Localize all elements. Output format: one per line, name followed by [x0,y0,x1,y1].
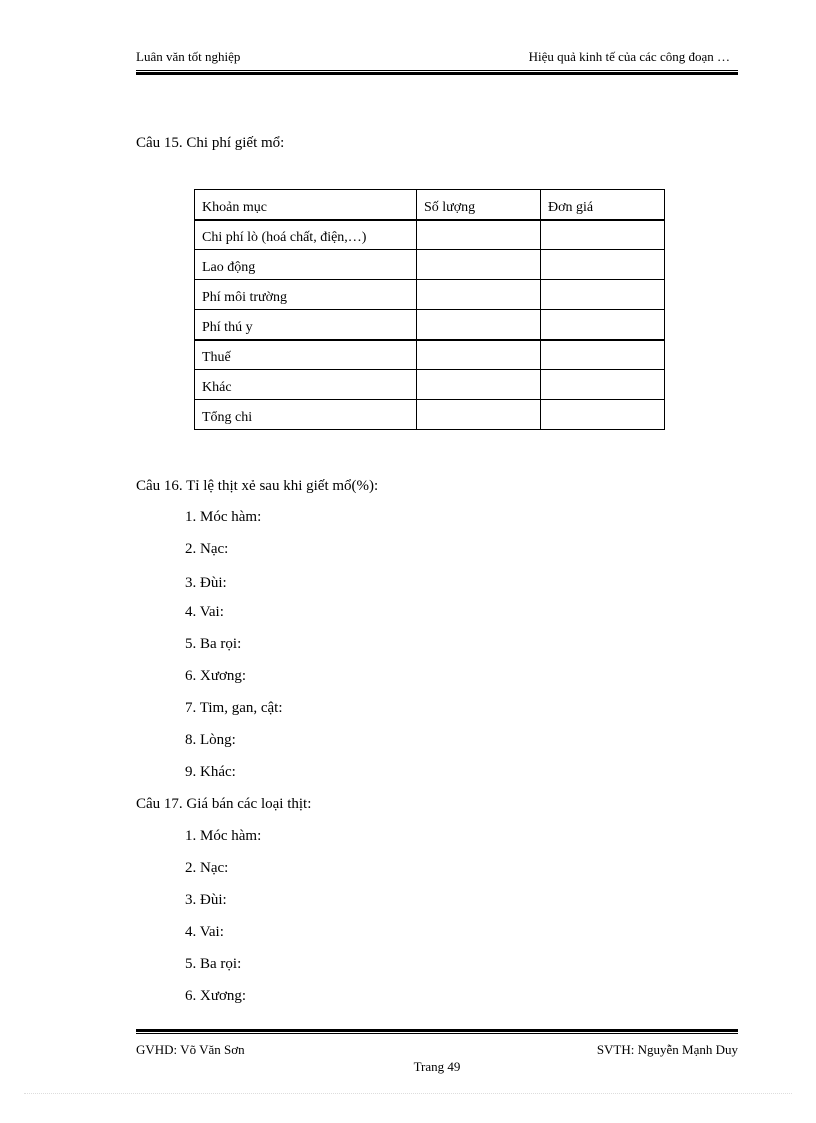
list-item: 6. Xương: [185,988,247,1004]
page-edge [24,1093,792,1094]
header-rule [136,70,738,75]
quantity-cell [417,340,541,370]
quantity-cell [417,280,541,310]
question-17-title: Câu 17. Giá bán các loại thịt: [136,796,312,812]
footer-advisor: GVHD: Võ Văn Sơn [136,1042,245,1057]
question-15-title: Câu 15. Chi phí giết mổ: [136,135,285,151]
table-row [195,250,665,280]
table-row [195,220,665,250]
unit-price-cell [541,280,665,310]
row-label: Phí môi trường [195,280,417,310]
list-item: 7. Tim, gan, cật: [185,700,283,716]
list-item: 4. Vai: [185,604,224,620]
cost-table [194,189,665,430]
table-row [195,310,665,340]
quantity-cell [417,220,541,250]
footer-rule [136,1029,738,1034]
column-header-quantity: Số lượng [417,190,541,220]
table-row [195,400,665,430]
footer-student: SVTH: Nguyễn Mạnh Duy [596,1042,738,1057]
quantity-cell [417,400,541,430]
unit-price-cell [541,250,665,280]
list-item: 5. Ba rọi: [185,956,242,972]
unit-price-cell [541,310,665,340]
quantity-cell [417,250,541,280]
list-item: 4. Vai: [185,924,224,940]
unit-price-cell [541,340,665,370]
table-header-row [195,190,665,220]
list-item: 1. Móc hàm: [185,828,262,844]
unit-price-cell [541,400,665,430]
column-header-item: Khoản mục [195,190,417,220]
header-right-title: Hiệu quả kinh tế của các công đoạn … [528,49,730,64]
list-item: 9. Khác: [185,764,236,780]
table-row [195,280,665,310]
table-row [195,370,665,400]
row-label: Khác [195,370,417,400]
list-item: 1. Móc hàm: [185,509,262,525]
unit-price-cell [541,370,665,400]
header-left-title: Luân văn tốt nghiệp [136,49,241,64]
list-item: 3. Đùi: [185,892,227,908]
unit-price-cell [541,220,665,250]
list-item: 6. Xương: [185,668,247,684]
list-item: 8. Lòng: [185,732,236,748]
row-label: Chi phí lò (hoá chất, điện,…) [195,220,417,250]
list-item: 3. Đùi: [185,575,227,591]
row-label: Lao động [195,250,417,280]
question-16-title: Câu 16. Tỉ lệ thịt xẻ sau khi giết mổ(%): [136,478,379,494]
quantity-cell [417,370,541,400]
page-number: Trang 49 [413,1059,461,1074]
row-label: Phí thú y [195,310,417,340]
column-header-unit-price: Đơn giá [541,190,665,220]
quantity-cell [417,310,541,340]
row-label: Thuế [195,340,417,370]
list-item: 2. Nạc: [185,860,229,876]
row-label: Tổng chi [195,400,417,430]
list-item: 5. Ba rọi: [185,636,242,652]
list-item: 2. Nạc: [185,541,229,557]
table-row [195,340,665,370]
